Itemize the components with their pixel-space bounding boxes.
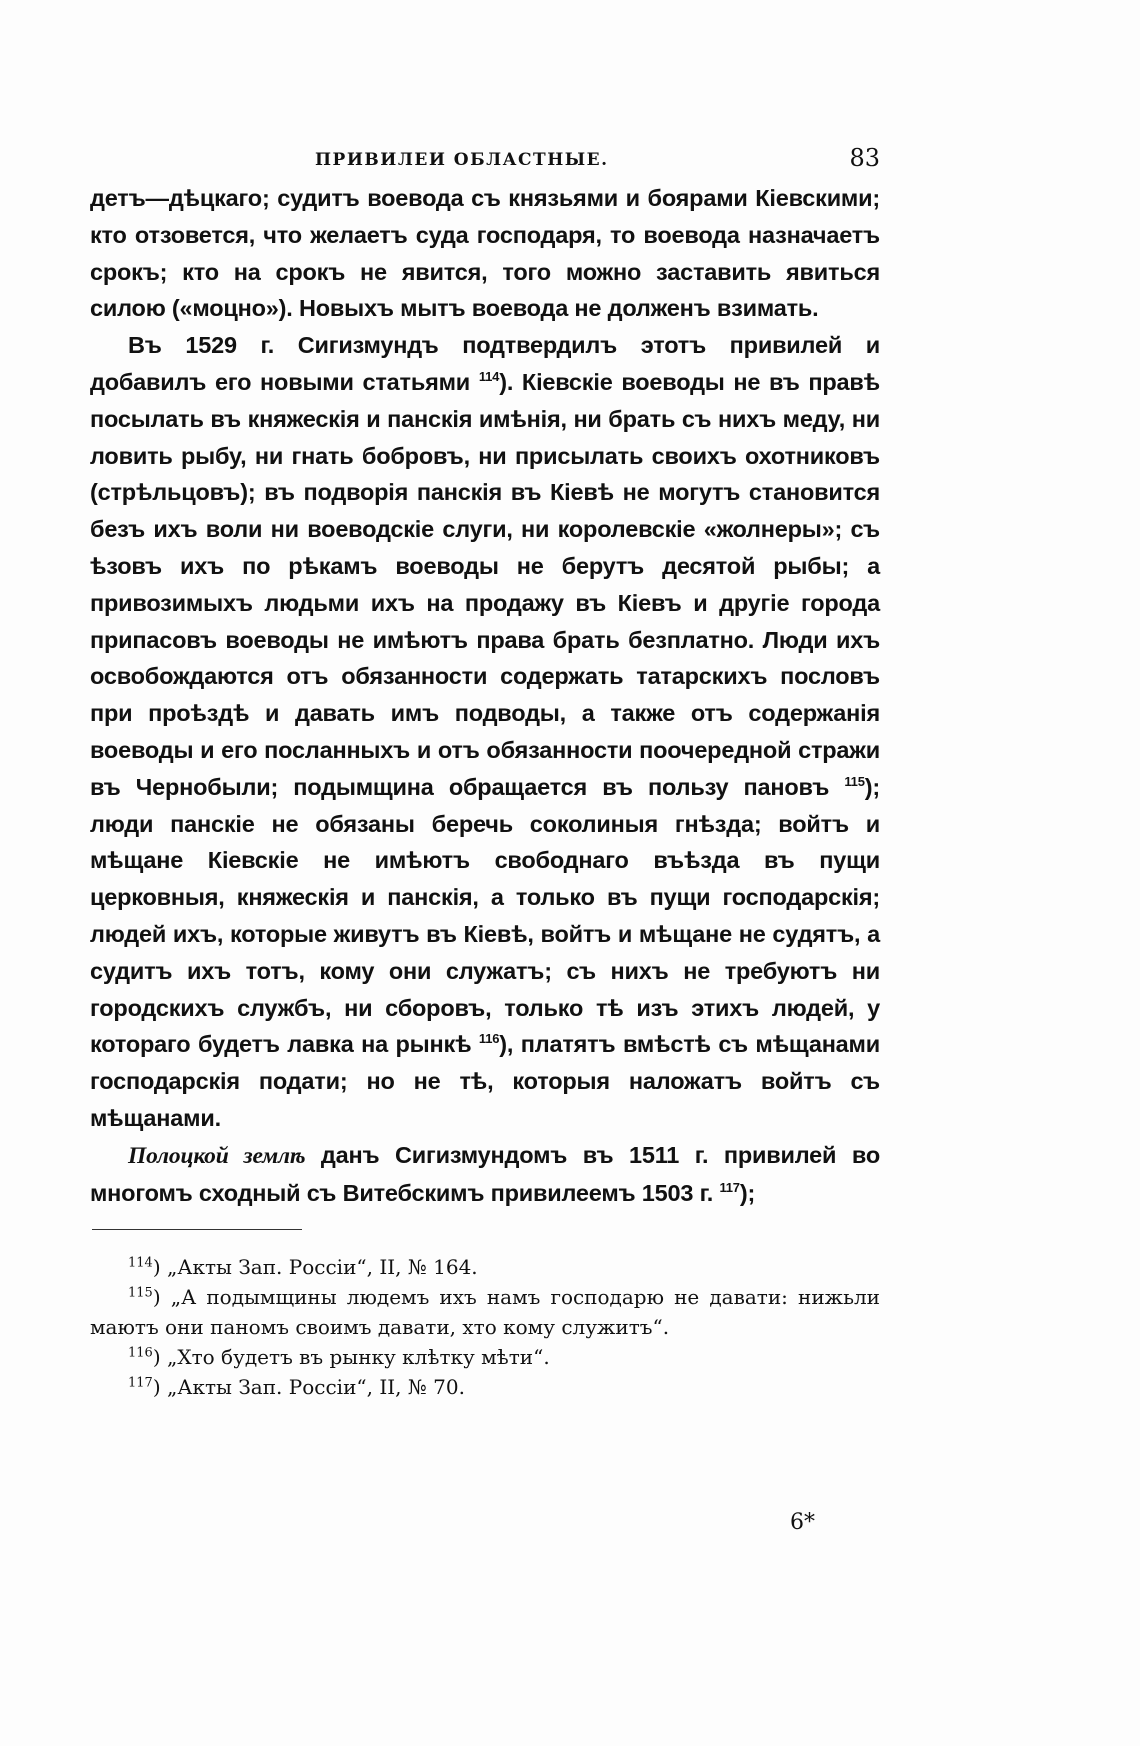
page-header bbox=[90, 140, 880, 174]
footnote-text: ) „Хто будетъ въ рынку клѣтку мѣти“. bbox=[152, 1345, 550, 1370]
footnotes bbox=[90, 1252, 880, 1402]
footnote-number: 114 bbox=[128, 1255, 153, 1271]
footnote-115 bbox=[90, 1282, 880, 1342]
footnote-text: ) „Акты Зап. Россіи“, II, № 164. bbox=[152, 1255, 478, 1280]
page-number: 83 bbox=[849, 144, 880, 172]
paragraph-2-text-end: ), платятъ вмѣстѣ съ мѣщанами господарскія подати; но не тѣ, которыя наложатъ войтъ съ мѣщанами. bbox=[90, 1031, 880, 1131]
footnote-ref-115: 115 bbox=[844, 773, 865, 789]
footnote-ref-114: 114 bbox=[478, 369, 500, 385]
footnote-116 bbox=[90, 1342, 880, 1372]
paragraph-3-text-end: ); bbox=[739, 1179, 756, 1206]
signature-mark: 6* bbox=[790, 1510, 815, 1535]
footnote-number: 116 bbox=[128, 1345, 153, 1361]
paragraph-2 bbox=[90, 327, 880, 1137]
main-text bbox=[90, 180, 880, 1211]
footnote-text: ) „А подымщины людемъ ихъ намъ господарю не давати: нижьли маютъ они паномъ своимъ давати, хто кому служитъ“. bbox=[90, 1285, 880, 1340]
paragraph-2-text-mid1: ). Кіевскіе воеводы не въ правѣ посылать въ княжескія и панскія имѣнія, ни брать съ нихъ меду, ни ловить рыбу, ни гнать бобровъ, ни присылать своихъ охотниковъ (стрѣльцовъ); въ подворія панскія въ Кіевѣ не могутъ становится безъ ихъ воли ни воеводскіе слуги, ни королевскіе «жолнеры»; съ ѣзовъ ихъ по рѣкамъ воеводы не берутъ десятой рыбы; а привозимыхъ людьми ихъ на продажу въ Кіевъ и другіе города припасовъ воеводы не имѣютъ права брать безплатно. Люди ихъ освобождаются отъ обязанности содержать татарскихъ пословъ при проѣздѣ и давать имъ подводы, а также отъ содержанія воеводы и его посланныхъ и отъ обязанности поочередной стражи въ Чернобыли; подымщина обращается въ пользу пановъ bbox=[90, 368, 880, 800]
paragraph-2-text-start: Въ 1529 г. Сигизмундъ подтвердилъ этотъ привилей и добавилъ его новыми статьями bbox=[90, 332, 880, 395]
footnote-ref-116: 116 bbox=[478, 1031, 500, 1047]
footnote-text: ) „Акты Зап. Россіи“, II, № 70. bbox=[152, 1375, 465, 1400]
footnote-117 bbox=[90, 1372, 880, 1402]
paragraph-1-text: детъ—дѣцкаго; судитъ воевода съ князьями и боярами Кіевскими; кто отзовется, что желаетъ суда господаря, то воевода назначаетъ срокъ; кто на срокъ не явится, того можно заставить явиться силою («моцно»). Новыхъ мытъ воевода не долженъ взимать. bbox=[90, 185, 880, 322]
footnote-divider bbox=[92, 1229, 302, 1230]
paragraph-1 bbox=[90, 180, 880, 327]
paragraph-3-text-start: данъ Сигизмундомъ въ 1511 г. привилей во многомъ сходный съ Витебскимъ привилеемъ 1503 г. bbox=[90, 1141, 880, 1206]
footnote-number: 115 bbox=[128, 1285, 153, 1301]
paragraph-3-italic-term: Полоцкой землѣ bbox=[128, 1142, 306, 1169]
book-page bbox=[90, 140, 880, 1402]
paragraph-3 bbox=[90, 1137, 880, 1212]
paragraph-2-text-mid2: ); люди панскіе не обязаны беречь соколиныя гнѣзда; войтъ и мѣщане Кіевскіе не имѣютъ свободнаго въѣзда въ пущи церковныя, княжескія и панскія, а только въ пущи господарскія; людей ихъ, которые живутъ въ Кіевѣ, войтъ и мѣщане не судятъ, а судитъ ихъ тотъ, кому они служатъ; съ нихъ не требуютъ ни городскихъ службъ, ни сборовъ, только тѣ изъ этихъ людей, у котораго будетъ лавка на рынкѣ bbox=[90, 773, 880, 1058]
running-head: ПРИВИЛЕИ ОБЛАСТНЫЕ. bbox=[315, 150, 609, 170]
footnote-number: 117 bbox=[128, 1375, 153, 1391]
footnote-ref-117: 117 bbox=[719, 1179, 740, 1195]
footnote-114 bbox=[90, 1252, 880, 1282]
